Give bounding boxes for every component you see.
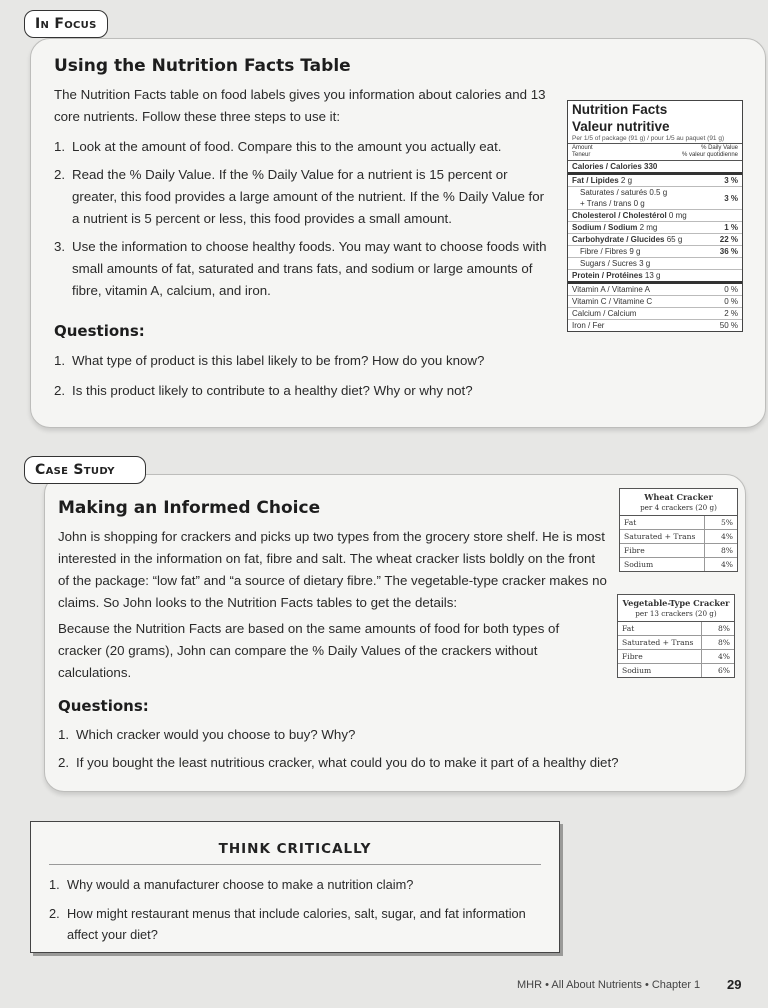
nf-row-label: Vitamin C / Vitamine C [572, 297, 653, 306]
in-focus-steps [54, 136, 554, 302]
step-item [54, 236, 554, 302]
question-item [54, 380, 554, 402]
table-row [618, 664, 734, 678]
page-number: 29 [727, 977, 742, 992]
question-number: 1. [58, 727, 70, 742]
step-number: 3. [54, 239, 66, 254]
question-number: 1. [54, 353, 66, 368]
nf-row [568, 210, 742, 222]
nf-title-en: Nutrition Facts [572, 102, 668, 117]
in-focus-questions-heading: Questions: [54, 322, 145, 340]
nf-row-dv: 36 % [719, 247, 738, 256]
nf-title-fr: Valeur nutritive [572, 119, 670, 134]
nf-row [568, 175, 742, 187]
vegetable-cracker-table [617, 594, 735, 678]
question-text: Is this product likely to contribute to a healthy diet? Why or why not? [72, 383, 473, 398]
case-study-tab [24, 456, 146, 484]
row-value: 4% [705, 530, 738, 544]
in-focus-tab [24, 10, 108, 38]
nf-row [568, 308, 742, 320]
step-text: Read the % Daily Value. If the % Daily Value for a nutrient is 15 percent or greater, this food provides a large amount of the nutrient. If the % Daily Value for a nutrient is 5 percent or less, this food provides a small amount. [72, 167, 545, 226]
nf-row-dv: 50 % [719, 321, 738, 330]
question-text: Which cracker would you choose to buy? Why? [76, 727, 356, 742]
think-critically-heading: THINK CRITICALLY [218, 841, 372, 857]
row-label: Fibre [620, 544, 705, 558]
question-text: What type of product is this label likely to be from? How do you know? [72, 353, 485, 368]
think-critically-divider [49, 864, 541, 865]
table-row [618, 650, 734, 664]
step-text: Look at the amount of food. Compare this to the amount you actually eat. [72, 139, 502, 154]
row-value: 5% [705, 516, 738, 530]
row-value: 4% [705, 558, 738, 572]
think-critically-box [30, 821, 560, 953]
nf-row-amount: 2 g [620, 176, 633, 185]
question-number: 2. [58, 755, 70, 770]
footer-text: MHR • All About Nutrients • Chapter 1 [517, 979, 701, 991]
nf-row-label: Sodium / Sodium [572, 223, 638, 232]
row-label: Sodium [622, 666, 652, 675]
nf-calories-row [568, 161, 742, 175]
row-value: 4% [702, 650, 735, 664]
nf-row-label: Vitamin A / Vitamine A [572, 285, 650, 294]
nf-row [568, 270, 742, 284]
nf-amount-en: Amount [572, 145, 593, 151]
in-focus-questions [54, 350, 554, 402]
step-item [54, 164, 554, 230]
row-label: Saturated + Trans [620, 530, 705, 544]
question-item [49, 874, 529, 895]
nf-row-label: Sugars / Sucres 3 g [580, 259, 651, 268]
nf-row-dv: 3 % [724, 193, 738, 203]
row-value: 8% [702, 622, 735, 636]
nf-row [568, 187, 742, 210]
nf-row-dv: 1 % [724, 223, 738, 232]
nf-amount-fr: Teneur [572, 152, 591, 158]
nf-row-label: Fat / Lipides [572, 176, 619, 185]
nf-row-amount: 0 mg [668, 211, 687, 220]
nf-row [568, 234, 742, 246]
wheat-cracker-subtitle: per 4 crackers (20 g) [620, 502, 737, 516]
question-number: 2. [49, 906, 60, 921]
table-row [618, 622, 734, 636]
in-focus-heading: Using the Nutrition Facts Table [54, 56, 351, 76]
nf-calories: Calories / Calories 330 [572, 162, 658, 171]
nf-row [568, 222, 742, 234]
nf-dv-fr: % valeur quotidienne [681, 152, 738, 158]
row-label: Sodium [624, 560, 654, 569]
nf-row-dv: 0 % [724, 285, 738, 294]
table-row [620, 516, 737, 530]
nf-row [568, 284, 742, 296]
nf-row-label: Calcium / Calcium [572, 309, 637, 318]
question-item [58, 752, 718, 774]
question-text: How might restaurant menus that include calories, salt, sugar, and fat information affect your diet? [67, 906, 526, 942]
nf-row-amount: 65 g [666, 235, 683, 244]
nf-row-amount: 2 mg [639, 223, 658, 232]
question-number: 2. [54, 383, 66, 398]
row-label: Fibre [618, 650, 702, 664]
table-row [620, 558, 737, 572]
nf-row-dv: 22 % [719, 235, 738, 244]
question-text: Why would a manufacturer choose to make a nutrition claim? [67, 877, 414, 892]
nutrition-facts-label [567, 100, 743, 332]
step-number: 1. [54, 139, 66, 154]
nf-serving: Per 1/5 of package (91 g) / pour 1/5 au paquet (91 g) [568, 135, 742, 144]
table-row [620, 544, 737, 558]
question-item [54, 350, 554, 372]
vegetable-cracker-title: Vegetable-Type Cracker [622, 598, 730, 608]
step-item [54, 136, 554, 158]
nf-row-dv: 2 % [724, 309, 738, 318]
wheat-cracker-table [619, 488, 738, 572]
question-text: If you bought the least nutritious cracker, what could you do to make it part of a healthy diet? [76, 755, 619, 770]
row-label: Fat [620, 516, 705, 530]
case-study-paragraph-1: John is shopping for crackers and picks up two types from the grocery store shelf. He is most interested in the information on fat, fibre and salt. The wheat cracker lists boldly on the front of the package: “low fat” and “a source of dietary fibre.” The vegetable-type cracker makes no claims. So John looks to the Nutrition Facts tables to get the details: [58, 529, 607, 610]
question-item [58, 724, 718, 746]
row-label: Fat [618, 622, 702, 636]
case-study-questions-heading: Questions: [58, 697, 149, 715]
nf-column-header [568, 144, 742, 161]
in-focus-intro: The Nutrition Facts table on food labels gives you information about calories and 13 core nutrients. Follow these three steps to use it: [54, 87, 546, 124]
question-number: 1. [49, 877, 60, 892]
nf-row [568, 258, 742, 270]
case-study-questions [58, 724, 718, 774]
nf-row-label: Saturates / saturés 0.5 g [580, 188, 668, 197]
case-study-paragraph-2: Because the Nutrition Facts are based on the same amounts of food for both types of cracker (20 grams), John can compare the % Daily Values of the crackers without calculations. [58, 621, 560, 680]
nf-row-dv: 0 % [724, 297, 738, 306]
row-value: 6% [702, 664, 735, 678]
row-label: Saturated + Trans [618, 636, 702, 650]
step-text: Use the information to choose healthy foods. You may want to choose foods with small amounts of fat, saturated and trans fats, and sodium or large amounts of fibre, vitamin A, calcium, and iron. [72, 239, 547, 298]
nf-dv-en: % Daily Value [701, 145, 738, 151]
nf-row-dv: 3 % [724, 176, 738, 185]
table-row [620, 530, 737, 544]
vegetable-cracker-subtitle: per 13 crackers (20 g) [618, 608, 734, 622]
question-item [49, 903, 529, 945]
nf-row-label: Cholesterol / Cholestérol [572, 211, 667, 220]
row-value: 8% [705, 544, 738, 558]
nf-row [568, 246, 742, 258]
think-critically-questions [49, 874, 529, 945]
table-row [618, 636, 734, 650]
nf-row-label: Iron / Fer [572, 321, 605, 330]
nf-row-label2: + Trans / trans 0 g [580, 199, 645, 208]
nf-row-amount: 13 g [644, 271, 661, 280]
case-study-tab-label: Case Study [35, 462, 115, 478]
nf-row-label: Fibre / Fibres 9 g [580, 247, 641, 256]
row-value: 8% [702, 636, 735, 650]
nf-row-label: Protein / Protéines [572, 271, 643, 280]
in-focus-tab-label: In Focus [35, 16, 97, 32]
nf-row [568, 296, 742, 308]
nf-row [568, 320, 742, 331]
case-study-heading: Making an Informed Choice [58, 498, 321, 518]
nf-row-label: Carbohydrate / Glucides [572, 235, 665, 244]
wheat-cracker-title: Wheat Cracker [644, 492, 713, 502]
step-number: 2. [54, 167, 66, 182]
